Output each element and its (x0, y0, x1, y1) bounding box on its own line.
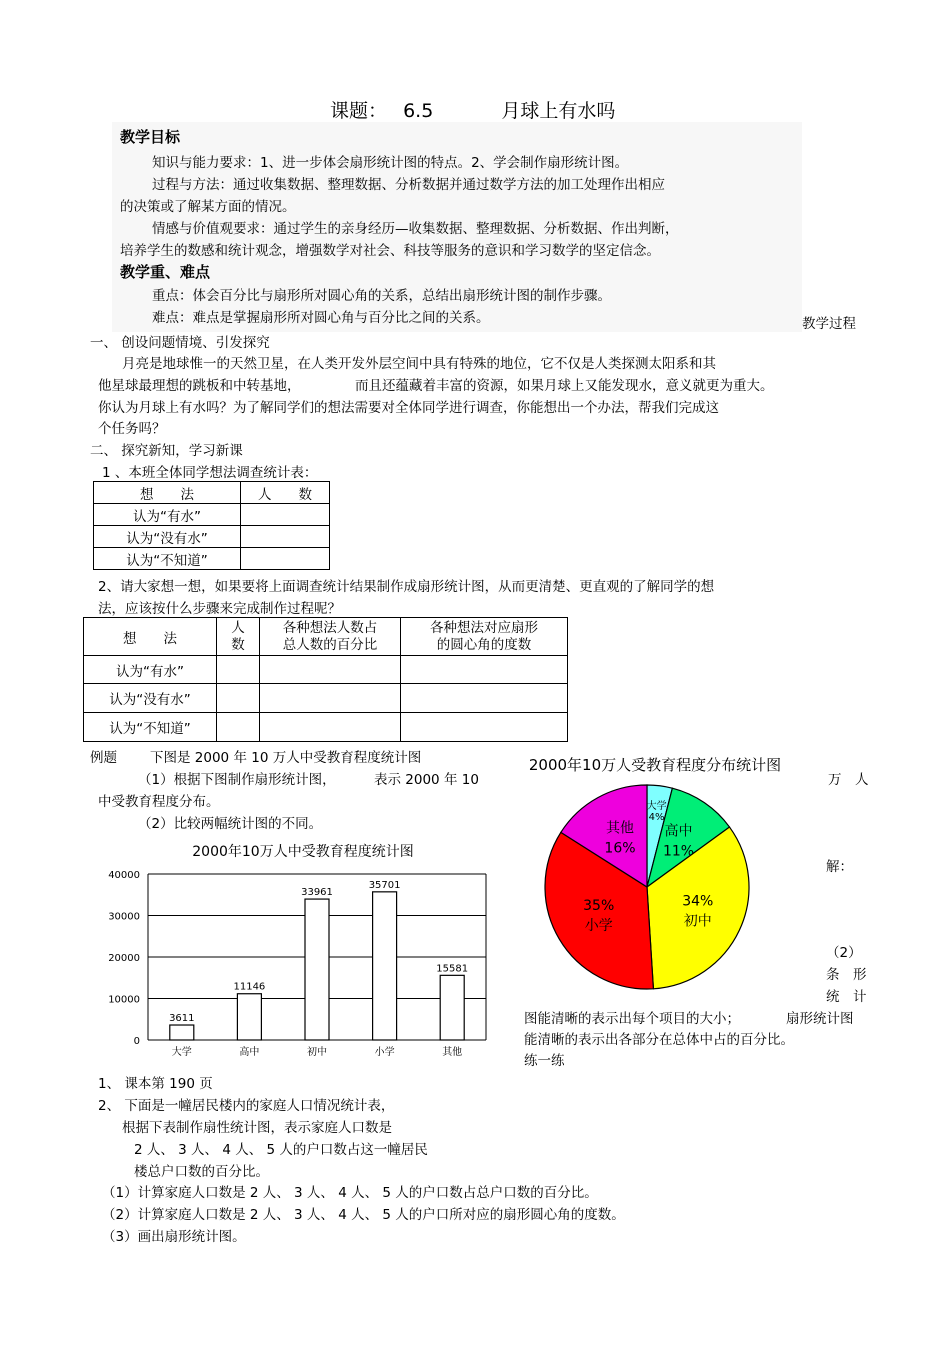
slice-percent: 35% (583, 898, 615, 915)
objective-line3a: 情感与价值观要求：通过学生的亲身经历—收集数据、整理数据、分析数据、作出判断， (152, 221, 679, 237)
practice-heading: 练一练 (524, 1053, 565, 1069)
bar (170, 1025, 194, 1040)
header-line: 数 (231, 636, 245, 653)
table-cell: 认为“没有水” (84, 684, 217, 713)
subtask3: （3）画出扇形统计图。 (102, 1229, 246, 1245)
section1-p3: 你认为月球上有水吗？为了解同学们的想法需要对全体同学进行调查，你能想出一个办法，帮我们完成这 (98, 400, 719, 416)
example-label: 例题 (90, 750, 117, 766)
title-prefix: 课题： (330, 100, 388, 122)
section2-heading: 二、 探究新知，学习新课 (90, 443, 243, 459)
table-header: 人 数 (241, 482, 330, 504)
exercise2-d: 楼总户口数的百分比。 (134, 1164, 269, 1180)
key-point: 重点：体会百分比与扇形所对圆心角的关系，总结出扇形统计图的制作步骤。 (152, 288, 611, 304)
x-tick-label: 初中 (307, 1047, 327, 1058)
section1-p2b: 而且还蕴藏着丰富的资源，如果月球上又能发现水，意义就更为重大。 (355, 378, 774, 394)
data-label: 15581 (436, 963, 469, 975)
slice-percent: 11% (662, 843, 695, 860)
slice-label: 其他 (605, 820, 634, 837)
chart-title: 2000年10万人受教育程度分布统计图 (528, 756, 782, 774)
subtask1: （1）计算家庭人口数是 2 人、 3 人、 4 人、 5 人的户口数占总户口数的百分比。 (102, 1185, 598, 1201)
example-q1b: 表示 2000 年 10 (374, 772, 479, 788)
data-label: 3611 (169, 1013, 195, 1025)
header-line: 各种想法人数占 (282, 619, 378, 636)
table-cell: 认为“不知道” (84, 713, 217, 742)
title-number: 6.5 (403, 100, 434, 122)
answer2-line-b: 统 计 (826, 989, 867, 1005)
y-tick-label: 30000 (108, 911, 140, 923)
hard-point: 难点：难点是掌握扇形所对圆心角与百分比之间的关系。 (152, 310, 490, 326)
example-q1a: （1）根据下图制作扇形统计图， (138, 772, 336, 788)
answer2-line-a: 条 形 (826, 967, 867, 983)
example-intro: 下图是 2000 年 10 万人中受教育程度统计图 (150, 750, 422, 766)
chart-title: 2000年10万人中受教育程度统计图 (192, 844, 414, 860)
objectives-heading: 教学目标 (120, 128, 181, 146)
lesson-title (330, 96, 615, 123)
header-line: 各种想法对应扇形 (430, 619, 538, 636)
example-q1d: 中受教育程度分布。 (98, 794, 220, 810)
slice-label: 初中 (683, 913, 712, 930)
bar-chart (98, 838, 498, 1063)
keypoints-heading: 教学重、难点 (120, 263, 211, 281)
table-cell: 认为“没有水” (94, 526, 241, 548)
table-header: 想 法 (94, 482, 241, 504)
table-header (217, 618, 260, 656)
objective-line2b: 的决策或了解某方面的情况。 (120, 199, 296, 215)
data-label: 35701 (368, 879, 401, 891)
x-tick-label: 大学 (171, 1047, 192, 1058)
table-header (260, 618, 401, 656)
process-label: 教学过程 (802, 316, 856, 332)
objective-line1: 知识与能力要求：1、进一步体会扇形统计图的特点。2、学会制作扇形统计图。 (152, 155, 629, 171)
table-header (401, 618, 568, 656)
section1-p1: 月亮是地球惟一的天然卫星，在人类开发外层空间中具有特殊的地位，它不仅是人类探测太阳系和其 (122, 356, 716, 372)
x-tick-label: 小学 (374, 1047, 395, 1058)
x-tick-label: 其他 (442, 1047, 463, 1058)
survey-table (93, 481, 330, 570)
y-tick-label: 10000 (108, 994, 140, 1006)
section1-heading: 一、 创设问题情境、引发探究 (90, 335, 270, 351)
section1-p4: 个任务吗？ (98, 421, 166, 437)
table-header: 想 法 (84, 618, 217, 656)
table-cell: 认为“有水” (94, 504, 241, 526)
y-tick-label: 0 (133, 1036, 140, 1047)
section2-item2b: 法，应该按什么步骤来完成制作过程呢？ (98, 601, 341, 617)
title-name: 月球上有水吗 (501, 100, 616, 122)
table-cell: 认为“不知道” (94, 548, 241, 570)
objective-line2a: 过程与方法：通过收集数据、整理数据、分析数据并通过数学方法的加工处理作出相应 (152, 177, 665, 193)
slice-percent: 34% (682, 893, 714, 910)
answer2-line2: 能清晰的表示出各部分在总体中占的百分比。 (524, 1032, 794, 1048)
answer2-label: （2） (826, 945, 862, 961)
objective-line3b: 培养学生的数感和统计观念，增强数学对社会、科技等服务的意识和学习数学的坚定信念。 (120, 243, 660, 259)
exercise1: 1、 课本第 190 页 (98, 1076, 213, 1092)
example-q1c: 万 人 (828, 772, 869, 788)
bar (440, 975, 464, 1040)
data-label: 11146 (233, 981, 266, 993)
exercise2-c: 2 人、 3 人、 4 人、 5 人的户口数占这一幢居民 (134, 1142, 428, 1158)
header-line: 人 (231, 619, 245, 636)
bar (373, 892, 397, 1040)
solve-label: 解： (826, 859, 853, 875)
section2-item2a: 2、请大家想一想，如果要将上面调查统计结果制作成扇形统计图，从而更清楚、更直观的了解同学的想 (98, 579, 715, 595)
production-table (83, 617, 568, 742)
bar (237, 994, 261, 1040)
exercise2-a: 2、 下面是一幢居民楼内的家庭人口情况统计表， (98, 1098, 395, 1114)
slice-percent: 4% (648, 811, 665, 823)
section2-item1: 1 、本班全体同学想法调查统计表： (102, 465, 318, 481)
y-tick-label: 40000 (108, 870, 140, 881)
header-line: 的圆心角的度数 (436, 636, 532, 653)
example-q2: （2）比较两幅统计图的不同。 (138, 816, 323, 832)
slice-label: 大学 (646, 800, 667, 812)
data-label: 33961 (301, 887, 333, 899)
header-line: 总人数的百分比 (282, 636, 378, 653)
answer2-line1a: 图能清晰的表示出每个项目的大小； (524, 1011, 740, 1027)
slice-label: 小学 (584, 918, 613, 935)
table-cell: 认为“有水” (84, 656, 217, 684)
y-tick-label: 20000 (108, 953, 140, 964)
exercise2-b: 根据下表制作扇性统计图，表示家庭人口数是 (122, 1120, 392, 1136)
pie-chart (505, 750, 815, 995)
slice-label: 高中 (664, 823, 693, 840)
x-tick-label: 高中 (239, 1047, 260, 1058)
bar (305, 899, 329, 1040)
answer2-line1b: 扇形统计图 (786, 1011, 854, 1027)
subtask2: （2）计算家庭人口数是 2 人、 3 人、 4 人、 5 人的户口所对应的扇形圆心角的度数。 (102, 1207, 625, 1223)
section1-p2a: 他星球最理想的跳板和中转基地， (98, 378, 301, 394)
slice-percent: 16% (604, 840, 636, 857)
